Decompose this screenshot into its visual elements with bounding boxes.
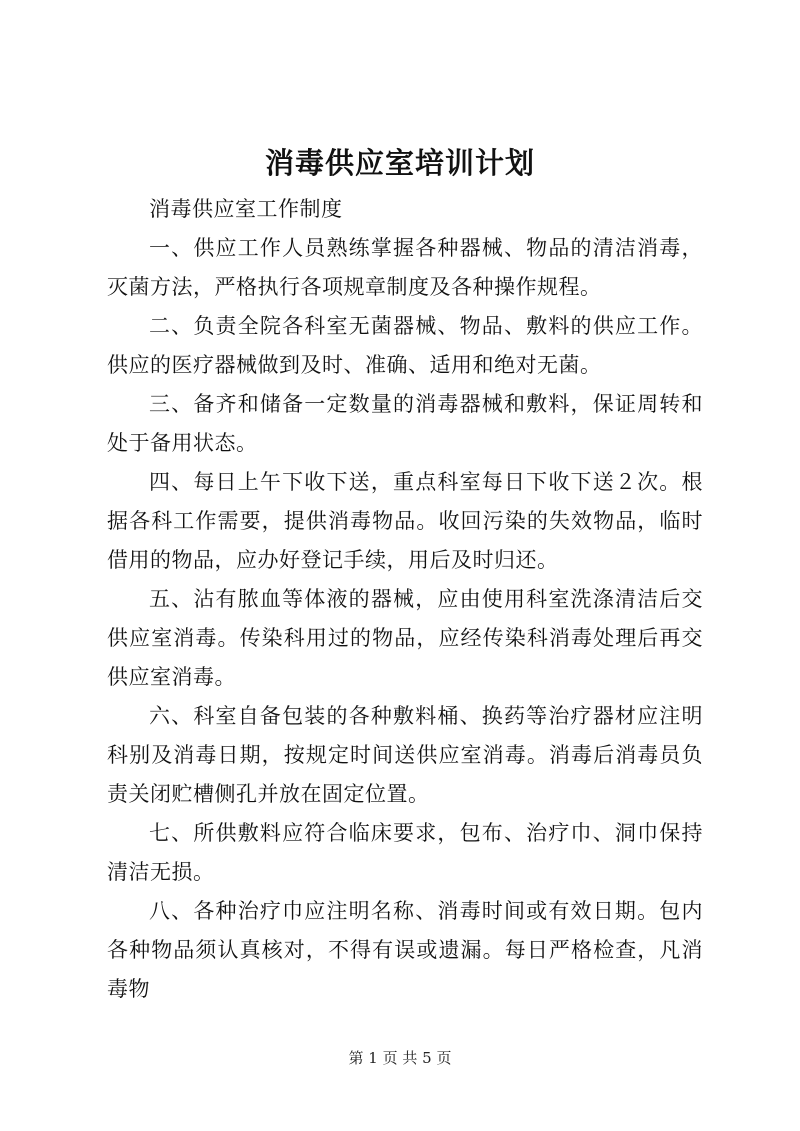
paragraph-2: 二、负责全院各科室无菌器械、物品、敷料的供应工作。供应的医疗器械做到及时、准确、适用和绝对无菌。 [107,314,703,377]
document-title: 消毒供应室培训计划 [264,146,535,180]
paragraph-4: 四、每日上午下收下送，重点科室每日下收下送２次。根据各科工作需要，提供消毒物品。收回污染的失效物品，临时借用的物品，应办好登记手续，用后及时归还。 [107,470,703,572]
paragraph-6: 六、科室自备包装的各种敷料桶、换药等治疗器材应注明科别及消毒日期，按规定时间送供应室消毒。消毒后消毒员负责关闭贮槽侧孔并放在固定位置。 [107,704,703,806]
paragraph-3: 三、备齐和储备一定数量的消毒器械和敷料，保证周转和处于备用状态。 [107,392,703,455]
section-heading: 消毒供应室工作制度 [149,197,343,221]
page-number: 第 1 页 共 5 页 [348,1049,452,1067]
paragraph-8: 八、各种治疗巾应注明名称、消毒时间或有效日期。包内各种物品须认真核对，不得有误或遗漏。每日严格检查，凡消毒物 [107,899,703,1001]
paragraph-1: 一、供应工作人员熟练掌握各种器械、物品的清洁消毒，灭菌方法，严格执行各项规章制度及各种操作规程。 [107,236,703,299]
paragraph-7: 七、所供敷料应符合临床要求，包布、治疗巾、洞巾保持清洁无损。 [107,821,703,884]
paragraph-5: 五、沾有脓血等体液的器械，应由使用科室洗涤清洁后交供应室消毒。传染科用过的物品，应经传染科消毒处理后再交供应室消毒。 [107,587,703,689]
document-body [107,190,703,1009]
